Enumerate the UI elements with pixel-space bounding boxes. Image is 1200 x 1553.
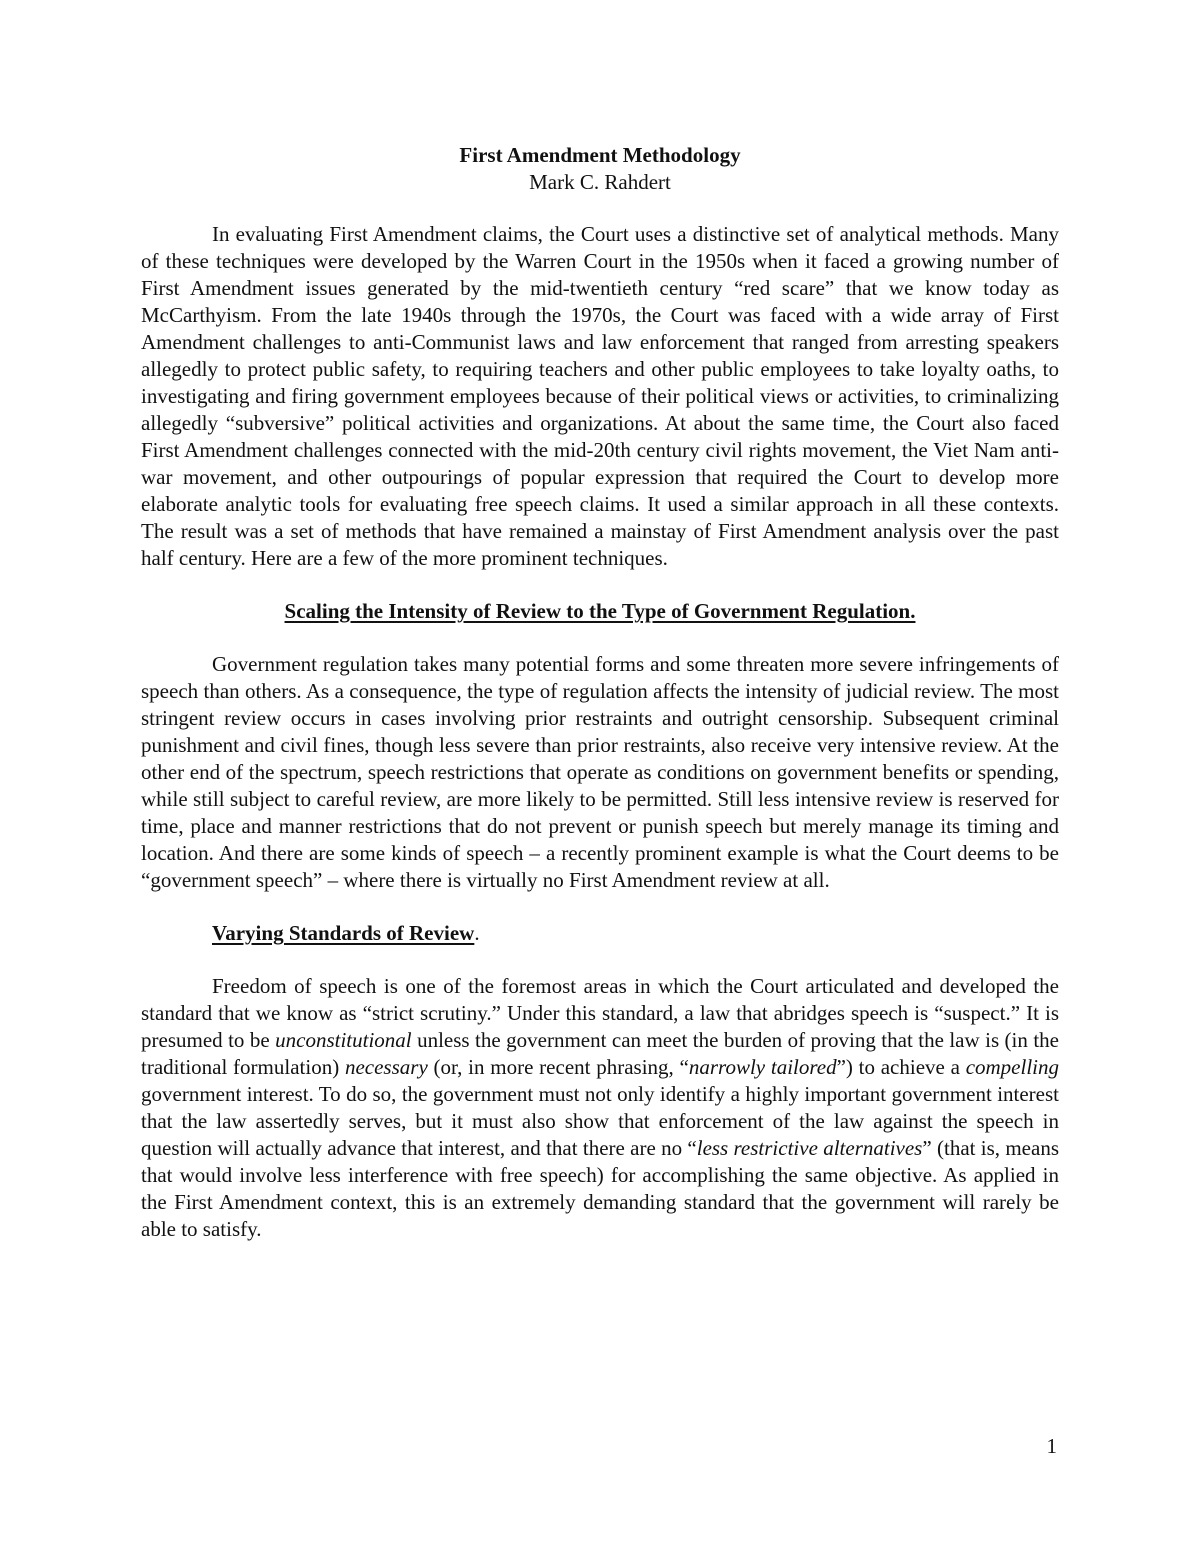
text-run: unless the government can meet the burden of proving that the law is (in the traditional formulation) (141, 1028, 1059, 1079)
text-run: Freedom of speech is one of the foremost areas in which the Court articulated and developed the standard that we know as “strict scrutiny.” Under this standard, a law that abridges speech is “suspect.” It is presumed to be (141, 974, 1059, 1052)
section-heading-standards (141, 920, 1059, 947)
document-author: Mark C. Rahdert (529, 170, 671, 194)
italic-term-less-restrictive-alternatives: less restrictive alternatives (696, 1136, 923, 1160)
text-run: ”) to achieve a (836, 1055, 966, 1079)
italic-term-compelling: compelling (965, 1055, 1059, 1079)
section-heading-standards-punct: . (474, 921, 480, 945)
title-block (141, 142, 1059, 196)
page-number: 1 (1046, 1434, 1057, 1458)
document-body (141, 142, 1059, 1243)
text-run: (or, in more recent phrasing, “ (427, 1055, 689, 1079)
italic-term-unconstitutional: unconstitutional (275, 1028, 412, 1052)
intro-paragraph: In evaluating First Amendment claims, the Court uses a distinctive set of analytical methods. Many of these techniques were developed by the Warren Court in the 1950s when it faced a growing number of First Amendment issues generated by the mid-twentieth century “red scare” that we know today as McCarthyism. From the late 1940s through the 1970s, the Court was faced with a wide array of First Amendment challenges to anti-Communist laws and law enforcement that ranged from arresting speakers allegedly to protect public safety, to requiring teachers and other public employees to take loyalty oaths, to investigating and firing government employees because of their political views or activities, to criminalizing allegedly “subversive” political activities and organizations. At about the same time, the Court also faced First Amendment challenges connected with the mid-20th century civil rights movement, the Viet Nam anti-war movement, and other outpourings of popular expression that required the Court to develop more elaborate analytic tools for evaluating free speech claims. It used a similar approach in all these contexts. The result was a set of methods that have remained a mainstay of First Amendment analysis over the past half century. Here are a few of the more prominent techniques. (141, 222, 1059, 570)
section-heading-scaling (141, 598, 1059, 625)
section-paragraph-scaling: Government regulation takes many potential forms and some threaten more severe infringements of speech than others. As a consequence, the type of regulation affects the intensity of judicial review. The most stringent review occurs in cases involving prior restraints and outright censorship. Subsequent criminal punishment and civil fines, though less severe than prior restraints, also receive very intensive review. At the other end of the spectrum, speech restrictions that operate as conditions on government benefits or spending, while still subject to careful review, are more likely to be permitted. Still less intensive review is reserved for time, place and manner restrictions that do not prevent or punish speech but merely manage its timing and location. And there are some kinds of speech – a recently prominent example is what the Court deems to be “government speech” – where there is virtually no First Amendment review at all. (141, 652, 1059, 892)
section-heading-standards-text: Varying Standards of Review (212, 921, 475, 945)
document-title: First Amendment Methodology (459, 143, 741, 167)
section-paragraph-standards (141, 973, 1059, 1243)
italic-term-necessary: necessary (344, 1055, 428, 1079)
section-heading-scaling-text: Scaling the Intensity of Review to the Type of Government Regulation. (284, 599, 916, 623)
text-run: ” (that is, means that would involve less interference with free speech) for accomplishing the same objective. As applied in the First Amendment context, this is an extremely demanding standard that the government will rarely be able to satisfy. (141, 1136, 1059, 1241)
italic-term-narrowly-tailored: narrowly tailored (688, 1055, 837, 1079)
text-run: government interest. To do so, the government must not only identify a highly important government interest that the law assertedly serves, but it must also show that enforcement of the law against the speech in question will actually advance that interest, and that there are no “ (141, 1082, 1059, 1160)
